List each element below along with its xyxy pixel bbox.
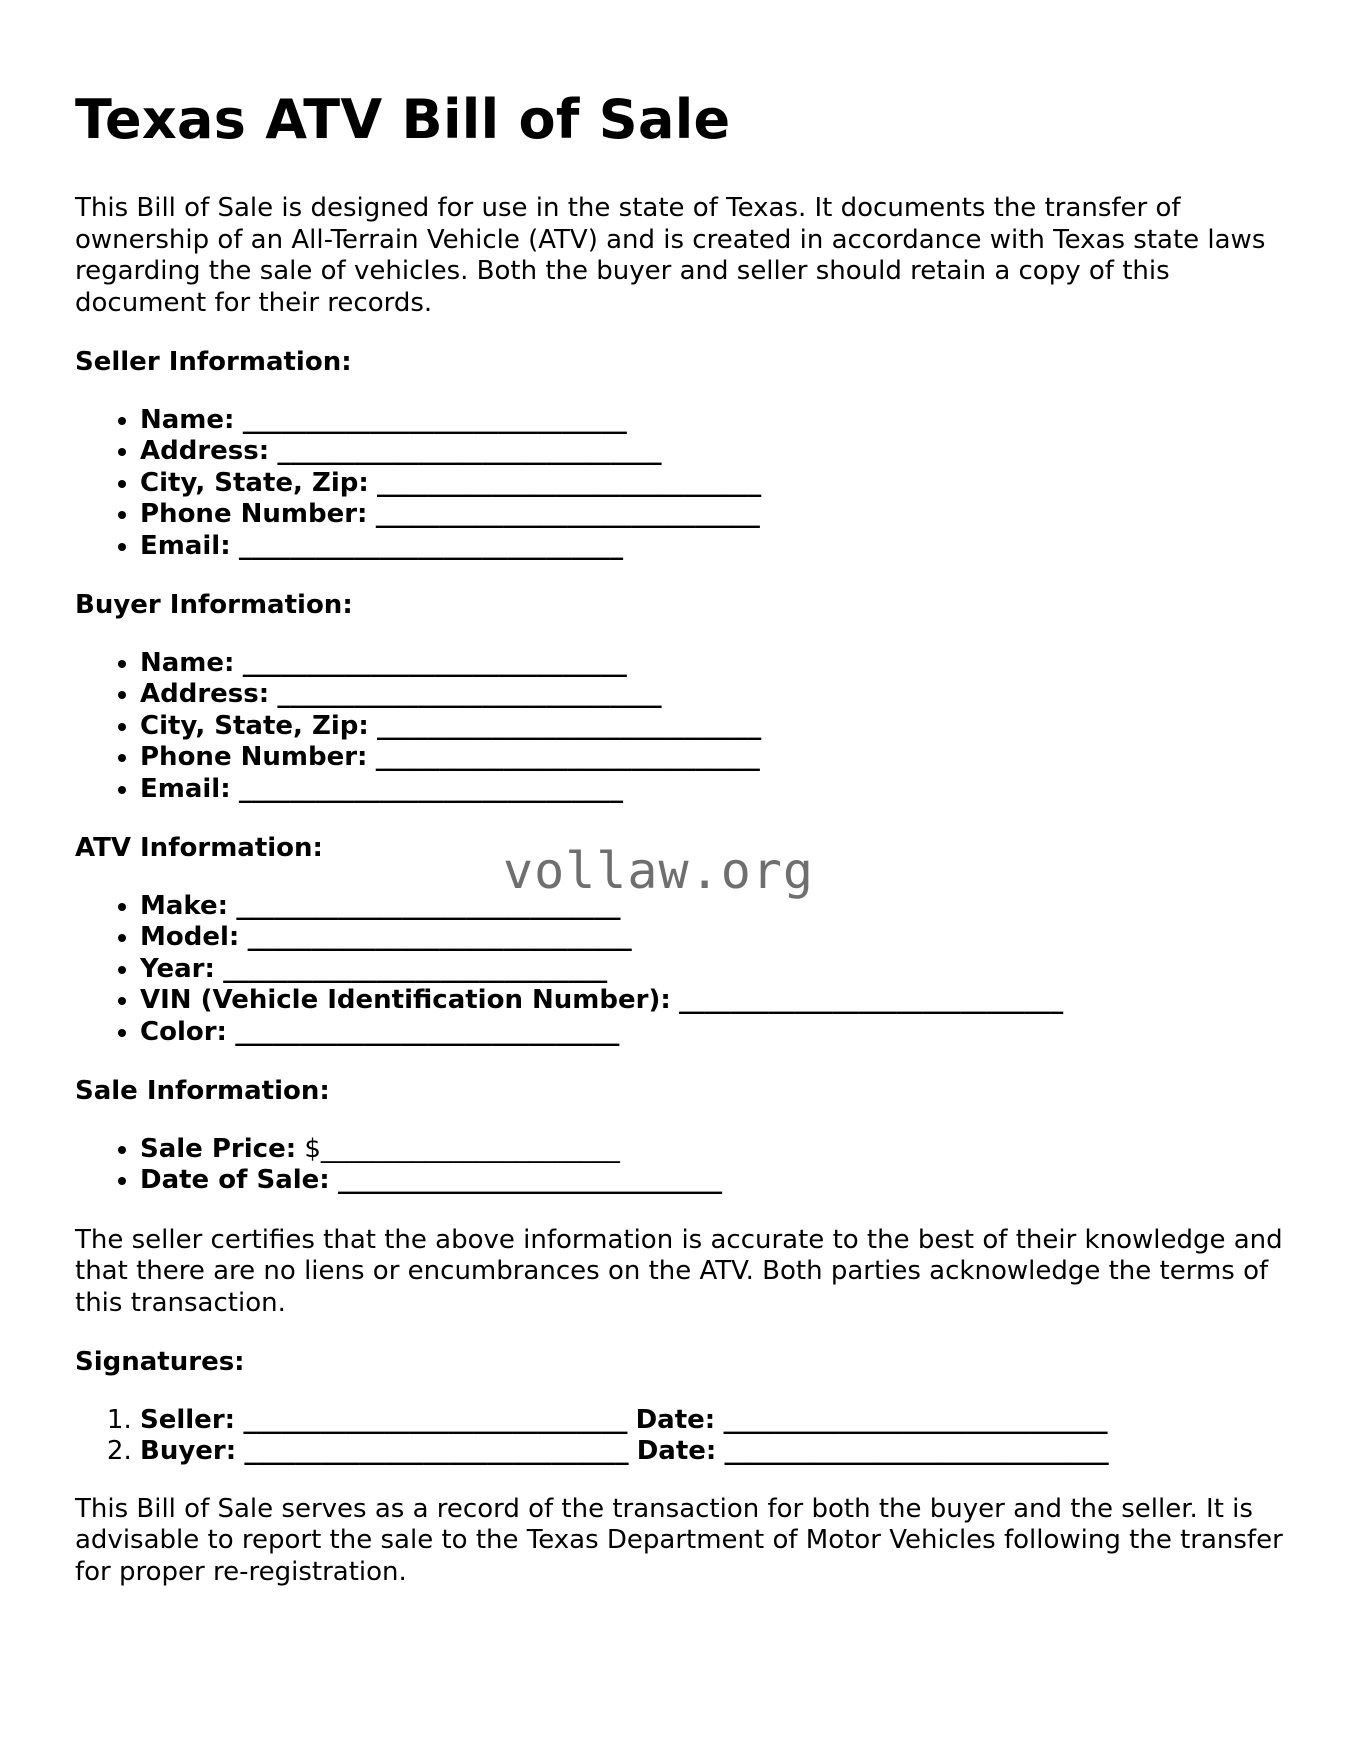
- field-label: VIN (Vehicle Identification Number):: [140, 985, 671, 1016]
- field-label: Sale Price:: [140, 1133, 297, 1164]
- buyer-address-field: [140, 679, 1285, 711]
- fill-blank[interactable]: ______________________________: [223, 953, 608, 984]
- fill-blank[interactable]: ______________________________: [337, 1165, 722, 1196]
- fill-blank[interactable]: ______________________________: [235, 1016, 620, 1047]
- signature-blank[interactable]: ______________________________: [243, 1404, 628, 1435]
- certification-paragraph: The seller certifies that the above information is accurate to the best of their knowledge and that there are no liens or encumbrances on the ATV. Both parties acknowledge the terms of this transaction.: [75, 1224, 1283, 1318]
- closing-paragraph: This Bill of Sale serves as a record of the transaction for both the buyer and the seller. It is advisable to report the sale to the Texas Department of Motor Vehicles following the transfer for proper re-registration.: [75, 1493, 1283, 1587]
- sale-date-field: [140, 1165, 1285, 1197]
- fill-blank[interactable]: ______________________________: [375, 742, 760, 773]
- sale-fields: [75, 1134, 1285, 1197]
- fill-blank[interactable]: ______________________________: [236, 890, 621, 921]
- atv-fields: [75, 891, 1285, 1049]
- document-title: Texas ATV Bill of Sale: [75, 88, 731, 151]
- seller-email-field: [140, 531, 1285, 563]
- watermark: vollaw.org: [503, 842, 815, 900]
- field-label: Date of Sale:: [140, 1165, 330, 1196]
- intro-paragraph: This Bill of Sale is designed for use in the state of Texas. It documents the transfer of ownership of an All-Terrain Vehicle (ATV) and is created in accordance with Texas state laws regarding the sale of vehicles. Both the buyer and seller should retain a copy of this document for their records.: [75, 193, 1266, 318]
- field-label: Name:: [140, 404, 235, 435]
- atv-heading: ATV Information:: [75, 833, 323, 864]
- field-label: Email:: [140, 530, 231, 561]
- seller-city-state-zip-field: [140, 468, 1285, 500]
- field-label: Email:: [140, 773, 231, 804]
- fill-blank[interactable]: ______________________________: [377, 710, 762, 741]
- fill-blank[interactable]: ______________________________: [679, 985, 1064, 1016]
- field-label: Seller:: [140, 1404, 236, 1435]
- signatures-heading: Signatures:: [75, 1347, 245, 1378]
- atv-year-field: [140, 954, 1285, 986]
- field-label: Phone Number:: [140, 742, 368, 773]
- fill-blank[interactable]: ______________________________: [377, 467, 762, 498]
- field-label: Make:: [140, 890, 229, 921]
- field-label: Year:: [140, 953, 215, 984]
- buyer-heading: Buyer Information:: [75, 590, 353, 621]
- atv-color-field: [140, 1017, 1285, 1049]
- field-label: Buyer:: [140, 1436, 237, 1467]
- signature-lines: [75, 1405, 1285, 1468]
- field-label: City, State, Zip:: [140, 710, 369, 741]
- date-label: Date:: [635, 1404, 716, 1435]
- sale-price-field: [140, 1134, 1285, 1166]
- fill-blank[interactable]: ______________________________: [238, 530, 623, 561]
- buyer-email-field: [140, 774, 1285, 806]
- sale-heading: Sale Information:: [75, 1076, 330, 1107]
- fill-blank[interactable]: ______________________________: [277, 679, 662, 710]
- field-label: Color:: [140, 1016, 227, 1047]
- seller-address-field: [140, 436, 1285, 468]
- fill-blank[interactable]: ______________________________: [247, 922, 632, 953]
- signature-blank[interactable]: ______________________________: [244, 1436, 629, 1467]
- fill-blank[interactable]: ______________________________: [242, 404, 627, 435]
- atv-model-field: [140, 922, 1285, 954]
- buyer-phone-field: [140, 742, 1285, 774]
- seller-phone-field: [140, 499, 1285, 531]
- field-label: City, State, Zip:: [140, 467, 369, 498]
- buyer-city-state-zip-field: [140, 711, 1285, 743]
- fill-blank[interactable]: ______________________________: [375, 499, 760, 530]
- seller-fields: [75, 405, 1285, 563]
- seller-signature-line: [140, 1405, 1285, 1437]
- date-blank[interactable]: ______________________________: [724, 1436, 1109, 1467]
- fill-blank[interactable]: ______________________________: [277, 436, 662, 467]
- field-label: Model:: [140, 922, 240, 953]
- field-label: Address:: [140, 679, 270, 710]
- date-label: Date:: [636, 1436, 717, 1467]
- seller-name-field: [140, 405, 1285, 437]
- document-page: [75, 90, 1285, 1588]
- buyer-signature-line: [140, 1436, 1285, 1468]
- seller-heading: Seller Information:: [75, 347, 352, 378]
- field-label: Phone Number:: [140, 499, 368, 530]
- buyer-fields: [75, 648, 1285, 806]
- fill-blank[interactable]: ______________________________: [242, 647, 627, 678]
- fill-blank[interactable]: $_______________________: [304, 1133, 620, 1164]
- field-label: Name:: [140, 647, 235, 678]
- field-label: Address:: [140, 436, 270, 467]
- fill-blank[interactable]: ______________________________: [238, 773, 623, 804]
- date-blank[interactable]: ______________________________: [723, 1404, 1108, 1435]
- atv-vin-field: [140, 985, 1285, 1017]
- buyer-name-field: [140, 648, 1285, 680]
